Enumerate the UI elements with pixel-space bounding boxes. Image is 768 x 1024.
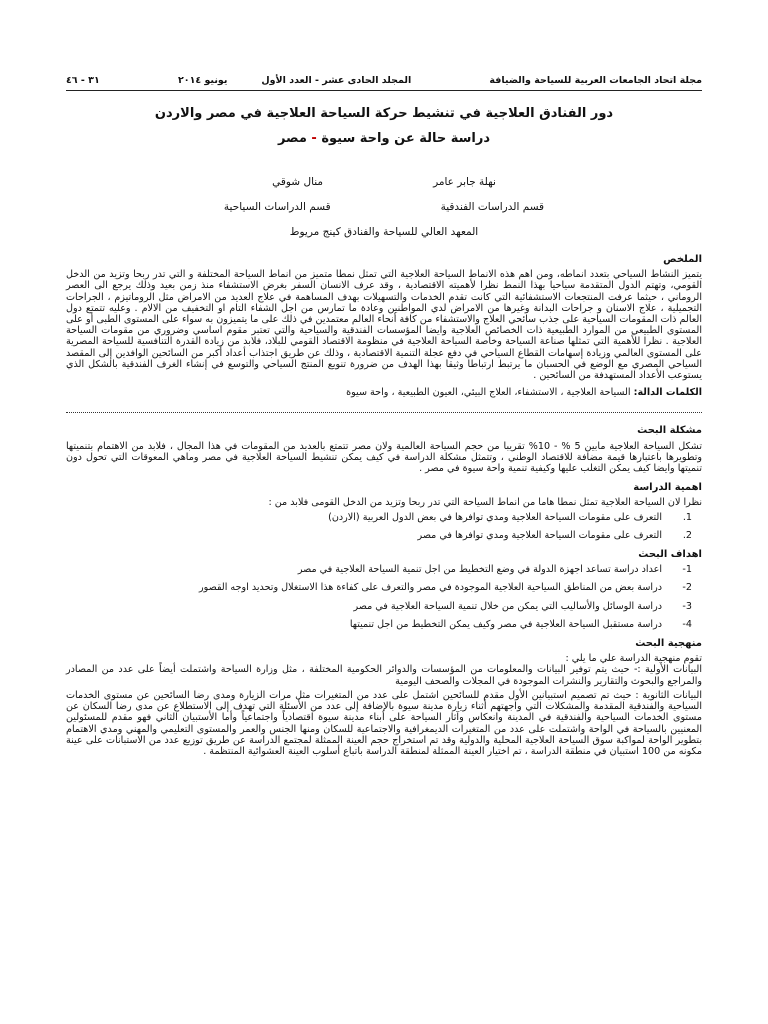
list-item: 3- دراسة الوسائل والأساليب التي يمكن من خلال تنمية السياحة العلاجية في مصر <box>353 600 692 612</box>
list-item: 4- دراسة مستقبل السياحة العلاجية في مصر وكيف يمكن التخطيط من اجل تنميتها <box>349 618 692 630</box>
methodology-intro: تقوم منهجية الدراسة علي ما يلي : <box>565 653 702 665</box>
list-item: 2. التعرف على مقومات السياحة العلاجية ومدي توافرها في مصر <box>417 529 692 541</box>
running-header <box>66 75 702 91</box>
subtitle-part-2: مصر <box>277 131 307 146</box>
department-2: قسم الدراسات السياحية <box>223 201 331 213</box>
importance-list <box>66 512 702 541</box>
secondary-data-text: البيانات الثانوية : حيث تم تصميم استبيانين الأول مقدم للسائحين اشتمل على عدد من المتغيرات مثل مرات الزيارة ومدى رضا السائحين عن مستوى الخدمات السياحية والفندقية المقدمة والمشكلات التي واجهتهم أثناء زيارة مدينة سيوة بالإضافة إلى عدد من الأسئلة التي تهدف إلى الاستطلاع عن مدى رضا السكان عن مستوى الخدمات السياحية والفندقية في المدينة وانعكاس وآثار السياحة على أبناء مدينة سيوة اقتصادياً واجتماعياً وأما الأستبيان الثاني فهو مقدم للمسئولين المعنيين بالسياحة في الواحة واشتملت على عدد من المتغيرات الديمغرافية والاجتماعية للسكان ومنها الجنس والعمر والمستوى التعليمي والمهني ومدي الاهتمام بتطوير الواحة لمواكبة سوق السياحة العلاجية المحلية والدولية وقد تم استخراج حجم العينة الممثلة لمجتمع الدراسة عن طريق توزيع عدد من الاستبانات على عينة مكونه من 100 استبيان في منطقة الدراسة ، تم اختيار العينة الممثلة لمنطقة الدراسة باتباع أسلوب العينة العشوائية المنتظمة . <box>66 689 702 757</box>
authors-block <box>66 176 702 238</box>
list-item: 2- دراسة بعض من المناطق السياحية العلاجية الموجودة في مصر والتعرف على كفاءة هذا الاستغلال وتحديد اوجه القصور <box>199 582 692 594</box>
dotted-divider <box>66 412 702 413</box>
subtitle-dash: - <box>311 131 317 146</box>
issue-date: يونيو ٢٠١٤ <box>177 75 228 86</box>
page-range: ٣١ - ٤٦ <box>66 75 100 86</box>
abstract-heading: الملخص <box>663 254 702 265</box>
primary-data-text: البيانات الأولية :- حيث يتم توفير البيانات والمعلومات من المؤسسات والدوائر الحكومية المختلفة ، مثل وزارة السياحة واشتملت أيضاً على عدد من المصادر والمراجع والبحوث والتقارير والنشرات الموجودة في المجلات والصحف اليومية <box>66 664 702 687</box>
title-block <box>66 106 702 146</box>
problem-text: تشكل السياحة العلاجية مابين 5 % - 10% تقريبا من حجم السياحة العالمية ولان مصر تتمتع بالعديد من المقومات في هذا المجال ، فلابد من الاهتمام بتنميتها وتطويرها باعتبارها قيمة مضافة للاقتصاد الوطني ، وتتمثل مشكلة الدراسة في كيف يمكن تنشيط السياحة العلاجية في مصر وماهي المعوقات التي تحول دون تنميتها وايضا كيف يمكن التغلب عليها وكيفية تنمية واحة سيوة في مصر . <box>66 440 702 475</box>
keywords-text: السياحة العلاجية ، الاستشفاء، العلاج البيئي، العيون الطبيعية ، واحة سيوة <box>346 387 631 399</box>
issue-info <box>178 75 411 86</box>
journal-name: مجلة اتحاد الجامعات العربية للسياحة والضيافة <box>489 75 702 86</box>
paper-subtitle <box>66 131 702 146</box>
goals-heading: اهداف البحث <box>638 549 702 561</box>
importance-heading: اهمية الدراسة <box>633 482 702 494</box>
institution: المعهد العالي للسياحة والفنادق كينج مريوط <box>289 226 479 238</box>
author-departments <box>66 201 702 213</box>
keywords <box>66 387 702 398</box>
author-names <box>66 176 702 188</box>
list-item: 1. التعرف على مقومات السياحة العلاجية ومدي توافرها في بعض الدول العربية (الاردن) <box>328 511 692 523</box>
author-1: نهلة جابر عامر <box>433 176 496 188</box>
problem-heading: مشكلة البحث <box>637 425 702 437</box>
author-2: منال شوقي <box>272 176 324 188</box>
department-1: قسم الدراسات الفندقية <box>440 201 545 213</box>
subtitle-part-1: دراسة حالة عن واحة سيوة <box>321 131 491 146</box>
list-item: 1- اعداد دراسة تساعد اجهزة الدولة في وضع التخطيط من اجل تنمية السياحة العلاجية في مصر <box>297 564 692 576</box>
keywords-label: الكلمات الدالة: <box>633 387 702 399</box>
volume-issue: المجلد الحادى عشر - العدد الأول <box>261 75 412 86</box>
methodology-heading: منهجية البحث <box>635 638 702 650</box>
paper-title: دور الفنادق العلاجية في تنشيط حركة السياحة العلاجية في مصر والاردن <box>154 106 614 121</box>
importance-intro: نظرا لان السياحة العلاجية تمثل نمطا هاما من انماط السياحة التي تدر ربحا وتزيد من الدخل القومى فلابد من : <box>268 497 702 509</box>
body-content <box>66 246 702 757</box>
goals-list <box>66 564 702 630</box>
abstract-text: يتميز النشاط السياحي بتعدد انماطه، ومن اهم هذه الانماط السياحة العلاجية التي تمثل نمطا متميز من انماط السياحة المختلفة و التي تدر ربحا وتزيد من الدخل القومي، وتهتم الدول المتقدمة سياحيا بهذا النمط نظرا لأهميته الاقتصادية ، وقد عرف الانسان السفر بغرض الاستشفاء منذ زمن بعيد وذلك يرجع الى العصر الروماني ، حيثما عرفت المنتجعات الاستشفائية التي كانت تقدم الخدمات والتسهيلات بهدف المساهمة في علاج العديد من الامراض مثل الروماتيزم ، الجراحات التجميلية ، علاج الاسنان و جراحات البدانة وغيرها من الامراض لدي المواطنين وعادة ما تمارس من اجل الشفاء التام او التخفيف من الالام . وعليه تتمتع دول العالم ذات المقومات السياحية على جذب سائحي العلاج والاستشفاء من كافة أنحاء العالم معتمدين في ذلك على ما يتميزون به سواء على المستوى الطبى أو على المستوى الطبيعي من الموارد الطبيعية ذات الخصائص العلاجية وايضا المؤسسات الفندقية والسياحية والتي تعتبر مقوم اساسي وضروري من مقومات السياحة العلاجية . نظرا للأهمية التي تمثلها صناعة السياحة وخاصة السياحة العلاجية في منظومة الاقتصاد القومي للبلاد، فلابد من زيادة القدرة التنافسية للسياحة المصرية على المستوى العالمي وزيادة إسهامات القطاع السياحي في دفع عجلة التنمية الاقتصادية ، وذلك عن طريق اجتذاب أعداد أكبر من السائحين الوافدين إلى المقصد السياحي المصري مع الوضع في الحسبان ما يرتبط ارتباطا وثيقا بهذا الهدف من ضرورة تنويع المنتج السياحي والتوسع في إنشاء الغرف الفندقية بالشكل الذي يستوعب الأعداد المستهدفة من السائحين . <box>66 269 702 382</box>
